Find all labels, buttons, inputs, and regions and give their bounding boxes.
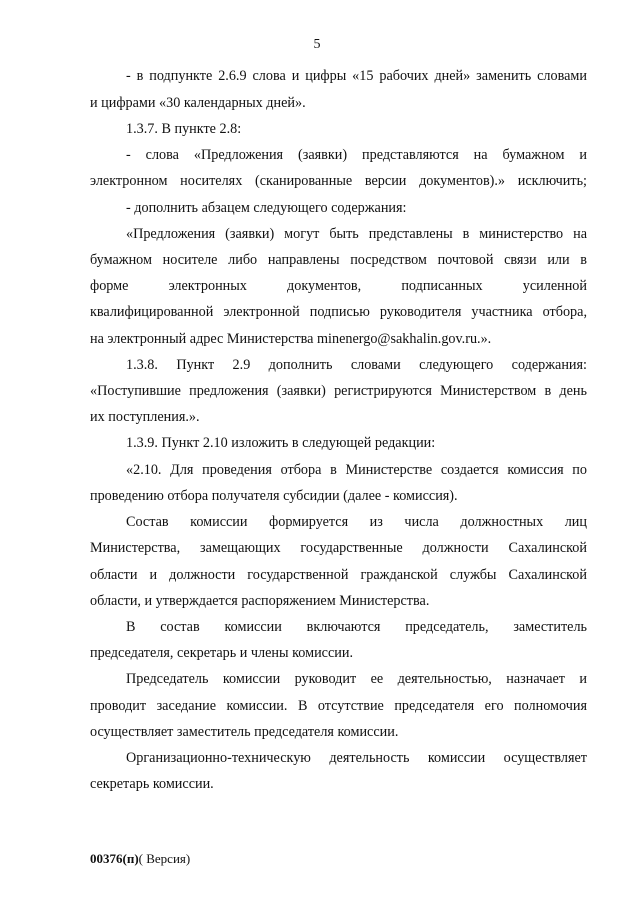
document-footer: [90, 851, 190, 867]
text-line: «Поступившие предложения (заявки) регистрируются Министерством в день: [90, 383, 587, 399]
text-line: 1.3.7. В пункте 2.8:: [126, 121, 242, 137]
text-line: форме электронных документов, подписанных усиленной: [90, 278, 587, 294]
text-line: проведению отбора получателя субсидии (далее - комиссия).: [90, 488, 458, 504]
text-line: электронном носителях (сканированные версии документов).» исключить;: [90, 173, 587, 189]
text-line: - дополнить абзацем следующего содержания:: [126, 200, 407, 216]
text-line: 1.3.8. Пункт 2.9 дополнить словами следующего содержания:: [126, 357, 587, 373]
text-line: «Предложения (заявки) могут быть представлены в министерство на: [126, 226, 587, 242]
document-code: 00376(п): [90, 851, 139, 866]
text-line: - слова «Предложения (заявки) представляются на бумажном и: [126, 147, 587, 163]
text-line: области и должности государственной гражданской службы Сахалинской: [90, 567, 587, 583]
text-line: области, и утверждается распоряжением Министерства.: [90, 593, 430, 609]
text-line: 1.3.9. Пункт 2.10 изложить в следующей редакции:: [126, 435, 436, 451]
text-line: Организационно-техническую деятельность комиссии осуществляет: [126, 750, 587, 766]
text-line: Состав комиссии формируется из числа должностных лиц: [126, 514, 587, 530]
text-line: бумажном носителе либо направлены посредством почтовой связи или в: [90, 252, 587, 268]
text-line: проводит заседание комиссии. В отсутствие председателя его полномочия: [90, 698, 587, 714]
text-line: их поступления.».: [90, 409, 200, 425]
text-line: - в подпункте 2.6.9 слова и цифры «15 рабочих дней» заменить словами: [126, 68, 587, 84]
text-line: председателя, секретарь и члены комиссии.: [90, 645, 353, 661]
text-line: секретарь комиссии.: [90, 776, 214, 792]
text-line: Министерства, замещающих государственные должности Сахалинской: [90, 540, 587, 556]
text-line: В состав комиссии включаются председатель, заместитель: [126, 619, 587, 635]
text-line: «2.10. Для проведения отбора в Министерстве создается комиссия по: [126, 462, 587, 478]
text-line: осуществляет заместитель председателя комиссии.: [90, 724, 399, 740]
text-line: квалифицированной электронной подписью руководителя участника отбора,: [90, 304, 587, 320]
text-line: Председатель комиссии руководит ее деятельностью, назначает и: [126, 671, 587, 687]
text-line: и цифрами «30 календарных дней».: [90, 95, 306, 111]
text-line: на электронный адрес Министерства minenergo@sakhalin.gov.ru.».: [90, 331, 492, 347]
page-number: 5: [313, 37, 321, 52]
document-version: ( Версия): [138, 851, 191, 866]
